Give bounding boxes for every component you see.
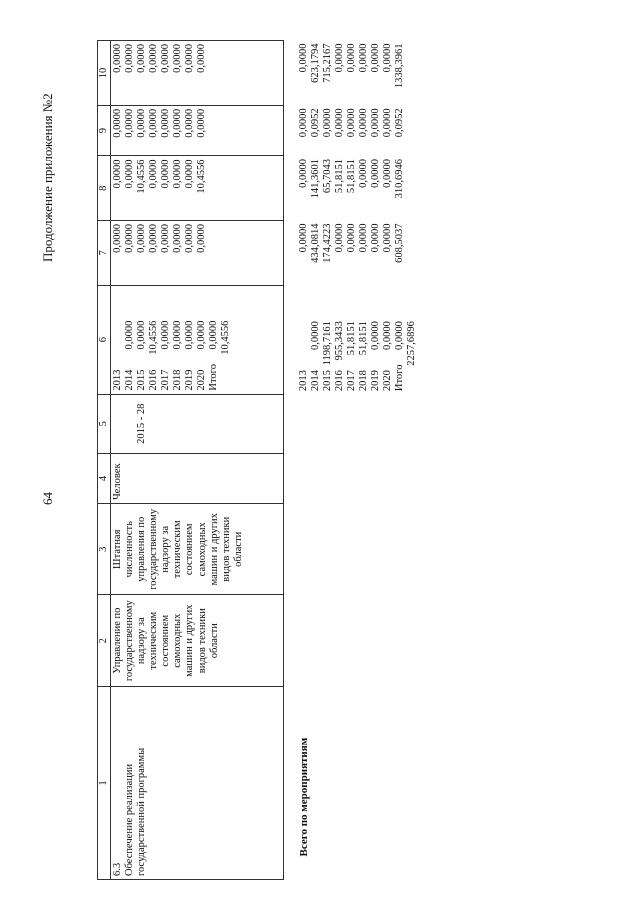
r63-c10-value: 0,0000 [184, 44, 196, 73]
total-col6-value: 0,0000 [382, 321, 394, 350]
r63-col6-value: 0,0000 [124, 320, 136, 350]
total-c10-value: 0,0000 [334, 43, 346, 73]
r63-c10-value: 0,0000 [148, 44, 160, 73]
total-c9-value: 0,0000 [322, 108, 334, 138]
r63-col6-year: 2014 [124, 369, 136, 391]
table-row-total [284, 41, 408, 880]
indicator-name: Штатная численность управления по государственному надзору за техническим состоянием самоходных машин и других видов техники области [112, 508, 244, 590]
total-col10-values [298, 44, 406, 103]
total-col6-year: 2019 [370, 370, 382, 392]
total-col6-value: 955,3433 [334, 321, 346, 361]
executor-cell [111, 595, 284, 686]
total-col10-cell [284, 41, 408, 106]
r63-c8-value: 0,0000 [184, 159, 196, 189]
r63-c7-value: 0,0000 [184, 224, 196, 253]
total-c8-value: 0,0000 [382, 158, 394, 188]
col9-cell [111, 105, 284, 156]
r63-c7-value: 0,0000 [112, 224, 124, 253]
r63-c7-value: 0,0000 [136, 224, 148, 253]
r63-col6-year: 2018 [172, 369, 184, 391]
r63-col6-value: 10,4556 [148, 320, 160, 355]
r63-c10-value: 0,0000 [172, 44, 184, 73]
total-col6-value: 51,8151 [358, 321, 370, 356]
r63-col6-year: 2017 [160, 369, 172, 391]
total-col7-cell [284, 221, 408, 286]
r63-c10-value: 0,0000 [112, 44, 124, 73]
total-label-cell [284, 686, 408, 879]
r63-c10-value: 0,0000 [136, 44, 148, 73]
total-c7-value: 0,0000 [298, 223, 310, 253]
r63-col6-value: 0,0000 [208, 320, 220, 350]
total-c10-value: 1338,3961 [394, 43, 406, 89]
total-c7-value: 0,0000 [382, 223, 394, 253]
col10-values [112, 44, 208, 102]
r63-c9-value: 0,0000 [172, 108, 184, 138]
col-number-6: 6 [98, 285, 111, 394]
r63-c9-value: 0,0000 [148, 108, 160, 138]
col-number-4: 4 [98, 453, 111, 503]
total-empty-5 [284, 394, 408, 453]
col-number-8: 8 [98, 156, 111, 221]
r63-col6-value: 0,0000 [172, 320, 184, 350]
r63-col6-value: 0,0000 [160, 320, 172, 350]
r63-c8-value: 10,4556 [136, 159, 148, 194]
total-col6-value: 2257,6896 [406, 321, 418, 366]
total-c8-value: 51,8151 [346, 158, 358, 194]
total-c9-value: 0,0000 [370, 108, 382, 138]
r63-col6-value: 0,0000 [136, 320, 148, 350]
total-c10-value: 0,0000 [382, 43, 394, 73]
r63-col6-year: 2015 [136, 369, 148, 391]
total-c7-value: 0,0000 [358, 223, 370, 253]
r63-c10-value: 0,0000 [124, 44, 136, 73]
total-c8-value: 51,8151 [334, 158, 346, 194]
r63-c8-value: 0,0000 [160, 159, 172, 189]
r63-c9-value: 0,0000 [112, 108, 124, 138]
total-c9-value: 0,0000 [358, 108, 370, 138]
r63-c9-value: 0,0000 [184, 108, 196, 138]
total-col8-values [298, 159, 406, 218]
total-c8-value: 0,0000 [358, 158, 370, 188]
total-c8-value: 0,0000 [370, 158, 382, 188]
col-number-3: 3 [98, 504, 111, 595]
r63-c8-value: 0,0000 [112, 159, 124, 189]
r63-col6-value: 10,4556 [220, 320, 232, 355]
activity-name-cell [111, 686, 284, 879]
total-col6-year: 2018 [358, 370, 370, 392]
page-number: 64 [40, 492, 55, 505]
r63-c8-value: 0,0000 [124, 159, 136, 189]
col-number-2: 2 [98, 595, 111, 686]
col9-values [112, 109, 208, 153]
col6-values [112, 289, 232, 391]
indicator-cell [111, 504, 284, 595]
r63-c7-value: 0,0000 [172, 224, 184, 253]
executor-name: Управление по государственному надзору за техническим состоянием самоходных машин и других видов техники области [112, 600, 220, 682]
r63-col6-year: 2019 [184, 369, 196, 391]
total-empty-2 [284, 595, 408, 686]
col-number-5: 5 [98, 394, 111, 453]
r63-col6-value: 0,0000 [184, 320, 196, 350]
col-number-9: 9 [98, 105, 111, 156]
r63-c8-value: 0,0000 [172, 159, 184, 189]
r63-c8-value: 10,4556 [196, 159, 208, 194]
total-col6-year: 2016 [334, 370, 346, 392]
r63-col6-year: Итого [208, 364, 220, 391]
total-col6-cell [284, 285, 418, 394]
total-c9-value: 0,0952 [394, 108, 406, 138]
total-c8-value: 141,3601 [310, 158, 322, 199]
total-col7-values [298, 224, 406, 283]
total-c10-value: 715,2167 [322, 43, 334, 83]
r63-col6-year: 2016 [148, 369, 160, 391]
r63-c9-value: 0,0000 [136, 108, 148, 138]
total-c9-value: 0,0952 [310, 108, 322, 138]
total-col6-value: 1198,7161 [322, 321, 334, 366]
r63-c10-value: 0,0000 [196, 44, 208, 73]
total-c7-value: 174,4223 [322, 223, 334, 263]
col8-values [112, 159, 208, 217]
r63-c7-value: 0,0000 [124, 224, 136, 253]
total-col6-value: 0,0000 [394, 321, 406, 350]
total-c10-value: 0,0000 [346, 43, 358, 73]
target-value: 2015 - 28 [136, 403, 148, 444]
total-c8-value: 0,0000 [298, 158, 310, 188]
total-c7-value: 0,0000 [334, 223, 346, 253]
activity-name: Обеспечение реализации государственной программы [124, 747, 148, 876]
col-number-7: 7 [98, 221, 111, 286]
total-c10-value: 623,1794 [310, 43, 322, 83]
r63-c7-value: 0,0000 [148, 224, 160, 253]
total-c9-value: 0,0000 [346, 108, 358, 138]
col7-values [112, 224, 208, 282]
total-col9-cell [284, 105, 408, 156]
r63-c7-value: 0,0000 [160, 224, 172, 253]
col10-cell [111, 41, 284, 106]
col8-cell [111, 156, 284, 221]
total-col6-values [298, 288, 418, 392]
col7-cell [111, 221, 284, 286]
total-col6-year: 2017 [346, 370, 358, 392]
table-row-6-3 [111, 41, 284, 880]
total-c10-value: 0,0000 [298, 43, 310, 73]
total-col6-year: Итого [394, 364, 406, 392]
r63-c9-value: 0,0000 [160, 108, 172, 138]
r63-c7-value: 0,0000 [196, 224, 208, 253]
r63-c8-value: 0,0000 [148, 159, 160, 189]
unit: Человек [112, 463, 124, 501]
total-c7-value: 608,5037 [394, 223, 406, 263]
unit-cell [111, 453, 284, 503]
total-col6-value: 0,0000 [370, 321, 382, 350]
total-c9-value: 0,0000 [298, 108, 310, 138]
data-sheet [97, 40, 617, 880]
r63-col6-year: 2013 [112, 369, 124, 391]
total-c10-value: 0,0000 [358, 43, 370, 73]
col-number-1: 1 [98, 686, 111, 879]
total-col6-value: 51,8151 [346, 321, 358, 356]
total-c8-value: 65,7043 [322, 158, 334, 194]
r63-col6-value: 0,0000 [196, 320, 208, 350]
total-col8-cell [284, 156, 408, 221]
row-index: 6.3 [112, 862, 124, 876]
col6-cell [111, 285, 284, 394]
total-col6-year: 2015 [322, 370, 334, 392]
r63-c10-value: 0,0000 [160, 44, 172, 73]
total-label: Всего по мероприятиям [298, 737, 311, 857]
total-col6-value: 0,0000 [310, 321, 322, 350]
r63-c9-value: 0,0000 [124, 108, 136, 138]
total-c7-value: 0,0000 [370, 223, 382, 253]
column-number-row [98, 41, 111, 880]
total-c8-value: 310,6946 [394, 158, 406, 199]
total-col6-year: 2013 [298, 370, 310, 392]
total-empty-3 [284, 504, 408, 595]
total-col9-values [298, 108, 406, 153]
total-c10-value: 0,0000 [370, 43, 382, 73]
total-col6-year: 2014 [310, 370, 322, 392]
total-c9-value: 0,0000 [382, 108, 394, 138]
total-col6-year: 2020 [382, 370, 394, 392]
program-table [97, 40, 418, 880]
col-number-10: 10 [98, 41, 111, 106]
total-empty-4 [284, 453, 408, 503]
total-c7-value: 0,0000 [346, 223, 358, 253]
total-c7-value: 434,0814 [310, 223, 322, 263]
total-c9-value: 0,0000 [334, 108, 346, 138]
appendix-title: Продолжение приложения №2 [40, 93, 55, 262]
target-value-cell [111, 394, 284, 453]
r63-c9-value: 0,0000 [196, 108, 208, 138]
r63-col6-year: 2020 [196, 369, 208, 391]
